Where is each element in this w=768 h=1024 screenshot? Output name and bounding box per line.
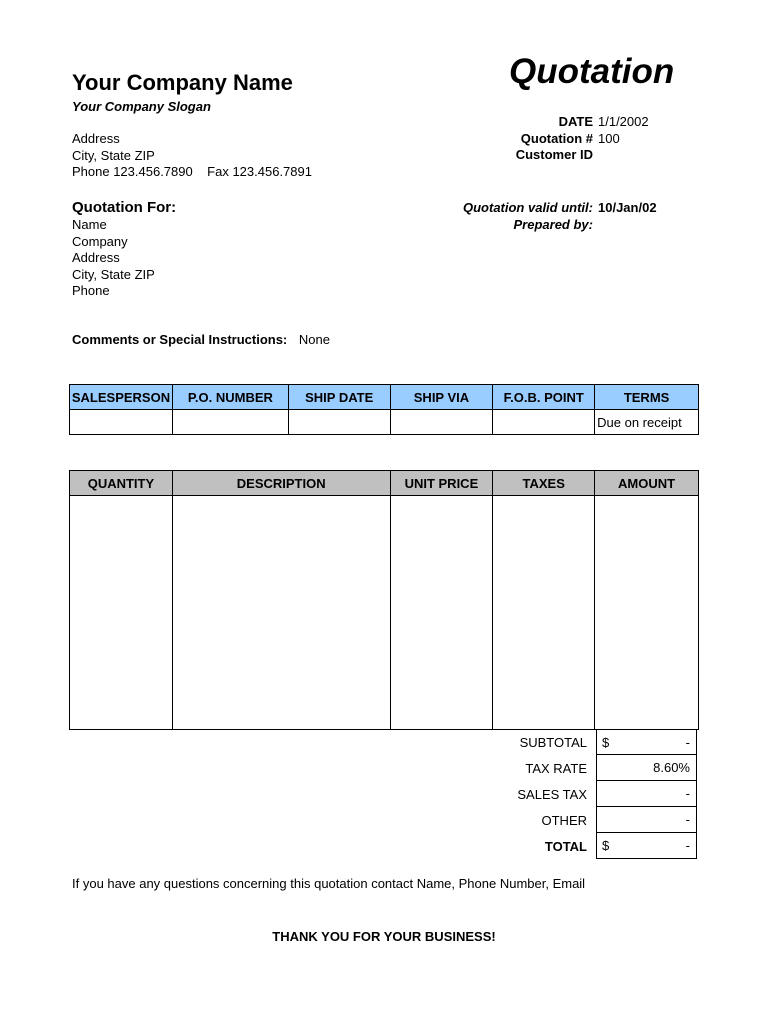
- comments: [72, 332, 330, 347]
- address-line: Address: [72, 131, 120, 146]
- company-slogan: Your Company Slogan: [72, 99, 211, 114]
- items-body-row: [70, 496, 699, 730]
- totals-section: [400, 729, 697, 859]
- sales-tax-value: -: [685, 786, 690, 801]
- valid-until-value: 10/Jan/02: [598, 200, 657, 215]
- thank-you-message: THANK YOU FOR YOUR BUSINESS!: [272, 929, 496, 944]
- other-value: -: [685, 812, 690, 827]
- customer-id-row: [400, 147, 649, 164]
- salesperson-cell[interactable]: [70, 410, 173, 435]
- total-currency: $: [602, 838, 610, 853]
- other-label: OTHER: [541, 812, 587, 828]
- fob-point-cell[interactable]: [493, 410, 595, 435]
- city-state-zip-line: City, State ZIP: [72, 147, 155, 163]
- total-label: TOTAL: [544, 838, 587, 854]
- header-salesperson: SALESPERSON: [70, 385, 173, 410]
- total-value: -: [685, 838, 690, 853]
- ship-date-cell[interactable]: [288, 410, 390, 435]
- total-row: [400, 833, 697, 859]
- company-address: [72, 131, 312, 181]
- date-label: DATE: [558, 114, 593, 129]
- customer-city-state-zip: City, State ZIP: [72, 266, 155, 282]
- quotation-validity: [400, 200, 657, 233]
- customer-phone: Phone: [72, 283, 110, 298]
- amount-column[interactable]: [595, 496, 699, 730]
- tax-rate-box[interactable]: [596, 755, 697, 781]
- header-unit-price: UNIT PRICE: [390, 471, 493, 496]
- quotation-number-value: 100: [598, 130, 620, 146]
- header-description: DESCRIPTION: [172, 471, 390, 496]
- phone-fax-line: Phone 123.456.7890 Fax 123.456.7891: [72, 164, 312, 179]
- date-value: 1/1/2002: [598, 114, 649, 129]
- quotation-for-details: [72, 217, 155, 300]
- description-column[interactable]: [172, 496, 390, 730]
- subtotal-currency: $: [602, 734, 610, 750]
- items-table: [69, 470, 699, 730]
- valid-until-label: Quotation valid until:: [463, 200, 593, 215]
- quotation-for-title: Quotation For:: [72, 199, 177, 216]
- po-number-cell[interactable]: [172, 410, 288, 435]
- shipping-header-row: [70, 385, 699, 410]
- subtotal-box[interactable]: [596, 729, 697, 755]
- quotation-meta: [400, 114, 649, 164]
- taxes-column[interactable]: [493, 496, 595, 730]
- shipping-row: [70, 410, 699, 435]
- prepared-by-label: Prepared by:: [513, 216, 593, 232]
- sales-tax-row: [400, 781, 697, 807]
- company-name: Your Company Name: [72, 70, 293, 95]
- prepared-by-row: [400, 217, 657, 234]
- valid-until-row: [400, 200, 657, 217]
- header-ship-via: SHIP VIA: [390, 385, 493, 410]
- header-po-number: P.O. NUMBER: [172, 385, 288, 410]
- header-amount: AMOUNT: [595, 471, 699, 496]
- customer-address: Address: [72, 250, 120, 265]
- customer-name: Name: [72, 217, 107, 232]
- other-box[interactable]: [596, 807, 697, 833]
- quantity-column[interactable]: [70, 496, 173, 730]
- shipping-table: [69, 384, 699, 435]
- customer-id-label: Customer ID: [515, 147, 593, 162]
- date-row: [400, 114, 649, 131]
- contact-note: If you have any questions concerning this quotation contact Name, Phone Number, Email: [72, 876, 586, 891]
- header-ship-date: SHIP DATE: [288, 385, 390, 410]
- total-box[interactable]: [596, 833, 697, 859]
- tax-rate-value: 8.60%: [653, 760, 690, 775]
- customer-company: Company: [72, 233, 128, 249]
- document-title: Quotation: [509, 52, 675, 91]
- header-fob-point: F.O.B. POINT: [493, 385, 595, 410]
- sales-tax-box[interactable]: [596, 781, 697, 807]
- tax-rate-label: TAX RATE: [525, 760, 587, 776]
- subtotal-row: [400, 729, 697, 755]
- sales-tax-label: SALES TAX: [517, 786, 587, 802]
- terms-cell[interactable]: Due on receipt: [595, 410, 699, 435]
- items-header-row: [70, 471, 699, 496]
- header-terms: TERMS: [595, 385, 699, 410]
- header-quantity: QUANTITY: [70, 471, 173, 496]
- subtotal-value: -: [685, 734, 690, 750]
- tax-rate-row: [400, 755, 697, 781]
- other-row: [400, 807, 697, 833]
- header-taxes: TAXES: [493, 471, 595, 496]
- comments-label: Comments or Special Instructions:: [72, 332, 288, 347]
- subtotal-label: SUBTOTAL: [519, 734, 587, 750]
- ship-via-cell[interactable]: [390, 410, 493, 435]
- quotation-number-row: [400, 131, 649, 148]
- unit-price-column[interactable]: [390, 496, 493, 730]
- comments-value: None: [298, 332, 330, 347]
- quotation-number-label: Quotation #: [520, 130, 593, 146]
